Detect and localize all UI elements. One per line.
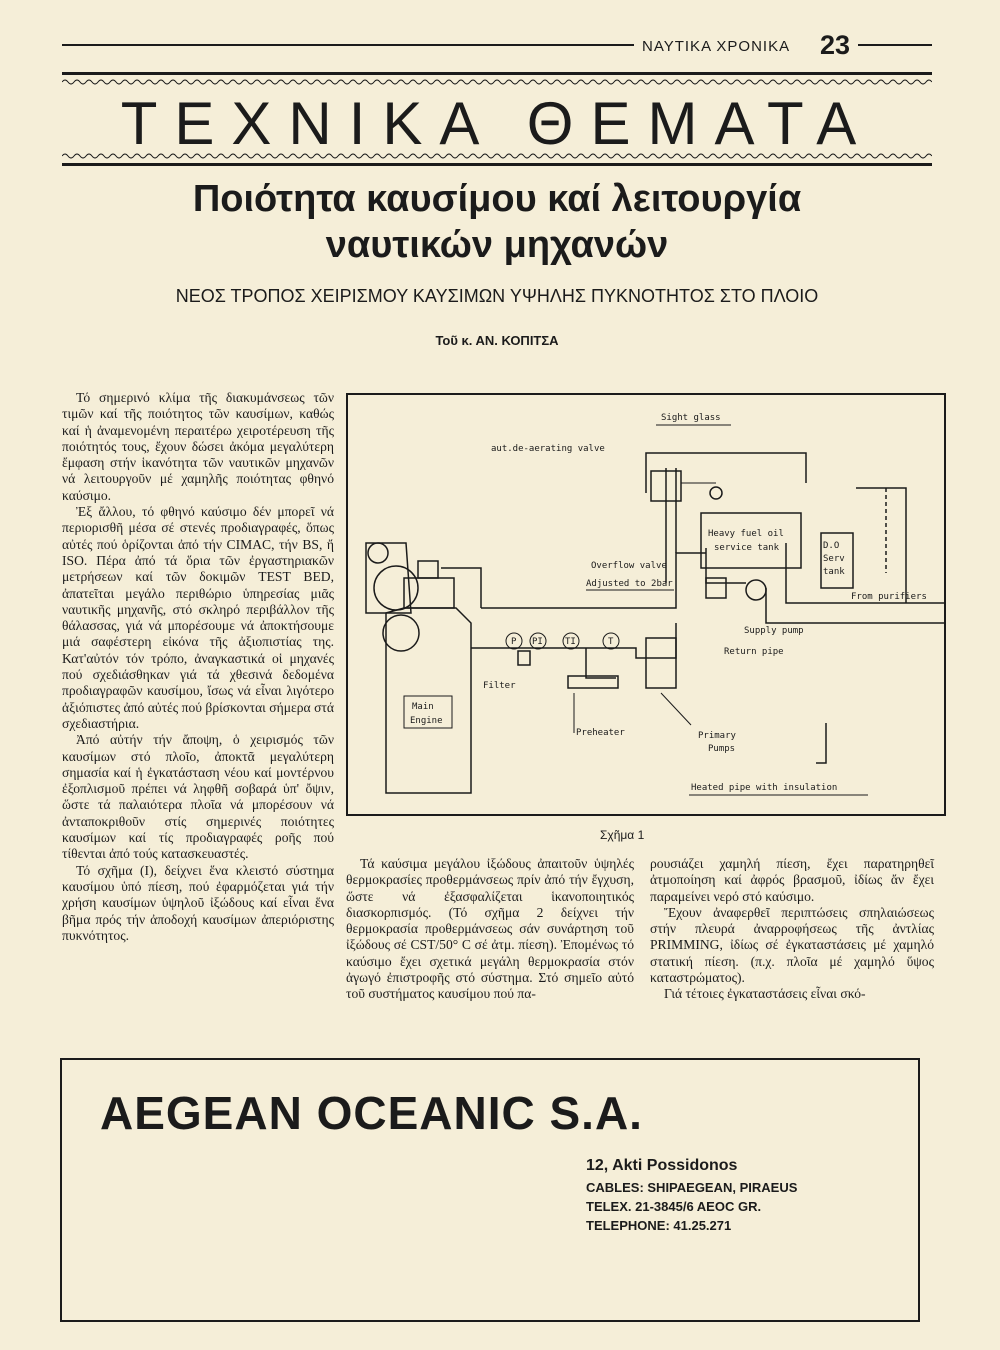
sight-glass-label: Sight glass	[661, 413, 721, 423]
article-title-line1: Ποιότητα καυσίμου καί λειτουργία	[192, 178, 802, 220]
overflow-label: Overflow valve	[591, 561, 667, 571]
text-column-3	[650, 856, 934, 1003]
article-byline: Τοῦ κ. ΑΝ. ΚΟΠΙΤΣΑ	[435, 333, 559, 348]
fuel-system-diagram	[346, 393, 946, 816]
header-rule-right	[858, 44, 932, 46]
advert-address: 12, Akti Possidonos	[586, 1157, 738, 1174]
running-title: ΝΑΥΤΙΚΑ ΧΡΟΝΙΚΑ	[642, 38, 791, 55]
do-tank-label: D.O	[823, 541, 840, 551]
paragraph: ρουσιάζει χαμηλή πίεση, ἔχει παρατηρηθεῖ ἀτμοποίηση καί ἀφρός βρασμοῦ, ἰδίως ἄν ἔχει παραμείνει νερό στό καύσιμο.	[650, 856, 934, 904]
return-pipe-label: Return pipe	[724, 647, 784, 657]
do-tank-label: Serv	[823, 554, 845, 564]
gauge-label: TI	[565, 637, 576, 647]
overflow-valve-icon	[706, 578, 726, 598]
gauge-label: T	[608, 637, 614, 647]
advert-telex: TELEX. 21-3845/6 AEOC GR.	[586, 1199, 762, 1214]
header-rule-left	[62, 44, 634, 46]
preheater-label: Preheater	[576, 728, 625, 738]
advert-telephone: TELEPHONE: 41.25.271	[586, 1218, 732, 1233]
overflow-label: Adjusted to 2bar	[586, 579, 673, 589]
do-tank-label: tank	[823, 567, 845, 577]
paragraph: Τό σημερινό κλίμα τῆς διακυμάνσεως τῶν τιμῶν καί τῆς ποιότητος τῶν καυσίμων, καθώς καί ἡ ἀναμενομένη περαιτέρω χειροτέρευση τῆς ποιότητός τους, ἔχουν δώσει ἀκόμα μεγαλύτερη ἔμφαση στήν ἱκανότητα τῶν ναυτικῶν μηχανῶν νά λειτουργοῦν μέ χαμηλῆς ποιότητας φθηνό καύσιμο.	[62, 390, 334, 503]
ornament-rule-bottom	[62, 163, 932, 166]
supply-pump-label: Supply pump	[744, 626, 804, 636]
article-title-line2: ναυτικών μηχανών	[325, 224, 669, 266]
paragraph: Τά καύσιμα μεγάλου ἰξώδους ἀπαιτοῦν ὑψηλές θερμοκρασίες προθερμάνσεως πρίν ἀπό τήν ἔγχυση, ὥστε νά ἐξασφαλίζεται ἱκανοποιητικός διασκορπισμός. (Τό σχῆμα 2 δείχνει τήν θερμοκρασία προθερμάνσεως σάν συνάρτηση τοῦ ἰξώδους σέ CST/50° C σέ ἀτμ. πίεση). Ἐπομένως τό καύσιμο ἔχει σχετικά μεγάλη θερμοκρασία στόν ἀγωγό ἐπιστροφῆς στό σύστημα. Στό σημεῖο αὐτό τοῦ συστήματος καυσίμου πού πα-	[346, 856, 634, 1002]
page-number: 23	[820, 30, 851, 60]
heavy-fuel-label: Heavy fuel oil	[708, 529, 784, 539]
text-column-2	[346, 856, 634, 1003]
deaerating-label: aut.de-aerating valve	[491, 444, 605, 454]
figure-caption: Σχῆμα 1	[600, 828, 645, 842]
paragraph: Ἀπό αὐτήν τήν ἄποψη, ὁ χειρισμός τῶν καυσίμων στό πλοῖο, ἀποκτᾶ μεγαλύτερη σημασία καί ἡ ἐγκατάσταση νέου καί μοντέρνου ἐξοπλισμοῦ πρέπει νά ληφθῆ σοβαρά ὑπ' ὄψιν, ὥστε τά παλαιότερα πλοῖα νά μπορέσουν νά ἀνταποκριθοῦν στίς σημερινές ποιότητες καυσίμων καί τίς προδιαγραφές ροῆς πού τίθενται ἀπό τούς κατασκευαστές.	[62, 732, 334, 862]
main-engine-label: Engine	[410, 716, 443, 726]
main-engine-label: Main	[412, 702, 434, 712]
article-subtitle: ΝΕΟΣ ΤΡΟΠΟΣ ΧΕΙΡΙΣΜΟΥ ΚΑΥΣΙΜΩΝ ΥΨΗΛΗΣ ΠΥΚΝΟΤΗΤΟΣ ΣΤΟ ΠΛΟΙΟ	[175, 286, 819, 306]
supply-pump-icon	[746, 580, 766, 600]
advertisement-box	[60, 1058, 920, 1322]
ornament-wave-bottom	[62, 152, 932, 160]
advert-cables: CABLES: SHIPAEGEAN, PIRAEUS	[586, 1180, 798, 1195]
filter-icon	[518, 651, 530, 665]
section-title: ΤΕΧΝΙΚΑ ΘΕΜΑΤΑ	[120, 90, 874, 157]
main-engine-icon	[366, 543, 481, 793]
filter-label: Filter	[483, 681, 516, 691]
primary-pumps-label: Pumps	[708, 744, 736, 754]
sight-glass-icon	[710, 487, 722, 499]
ornament-wave-top	[62, 78, 932, 86]
article-title	[62, 176, 932, 268]
heavy-fuel-label: service tank	[714, 543, 780, 553]
advert-contact-block	[586, 1154, 797, 1235]
paragraph: Γιά τέτοιες ἐγκαταστάσεις εἶναι σκό-	[664, 986, 866, 1002]
gauge-label: PI	[532, 637, 543, 647]
paragraph: Τό σχῆμα (Ι), δείχνει ἕνα κλειστό σύστημα καυσίμου ὑπό πίεση, πού ἐφαρμόζεται γιά τήν χρήση καυσίμων ὑψηλοῦ ἰξώδους καί εἶναι ἕνα βῆμα πρός τήν ἀποδοχή καυσίμων ἀπεριόριστης πυκνότητος.	[62, 862, 334, 943]
advert-company-name: AEGEAN OCEANIC S.A.	[100, 1087, 643, 1139]
from-purifiers-label: From purifiers	[851, 592, 927, 602]
text-column-1	[62, 390, 334, 944]
paragraph: Ἔχουν ἀναφερθεῖ περιπτώσεις σπηλαιώσεως στήν πλευρά ἀναρροφήσεως τῆς ἀντλίας PRIMMING, ἰδίως σέ ἐγκαταστάσεις μέ χαμηλό στατική πίεση. (π.χ. πλοῖα μέ χαμηλό ὕψος καταστρώματος).	[650, 904, 934, 986]
heated-pipe-label: Heated pipe with insulation	[691, 783, 838, 793]
gauge-label: P	[511, 637, 517, 647]
primary-pumps-icon	[646, 638, 676, 688]
primary-pumps-label: Primary	[698, 731, 736, 741]
paragraph: Ἐξ ἄλλου, τό φθηνό καύσιμο δέν μπορεῖ νά περιορισθῆ μέσα σέ στενές προδιαγραφές, ὅπως αὐτές πού ὁρίζονται ἀπό τήν CIMAC, τήν BS, ἤ ISO. Πέρα ἀπό τά ὅρια τῶν ἐργαστηριακῶν μετρήσεων καί τῶν δοκιμῶν TEST BED, ἀπατεῖται μεγάλο περιθώριο ὑπηρεσίας μιᾶς ναυτικῆς μηχανῆς, στό σκληρό περιβάλλον τῆς θάλασσας, γιά νά μπορέσουμε νά ἀποκτήσουμε μιά σαφέστερη εἰκόνα τῆς ἀξιοπιστίας της. Κατ'αὐτόν τόν τρόπο, ἀναγκαστικά οἱ μηχανές πού σχεδιάσθηκαν γιά τά χθεσινά δεδομένα προδιαγραφῶν καυσίμου, ἴσως νά εἶναι λιγότερο ἀξιόπιστες ἀπό αὐτές πού βρίσκονται σήμερα στά σχεδιαστήρια.	[62, 504, 334, 731]
ornament-rule-top	[62, 72, 932, 75]
